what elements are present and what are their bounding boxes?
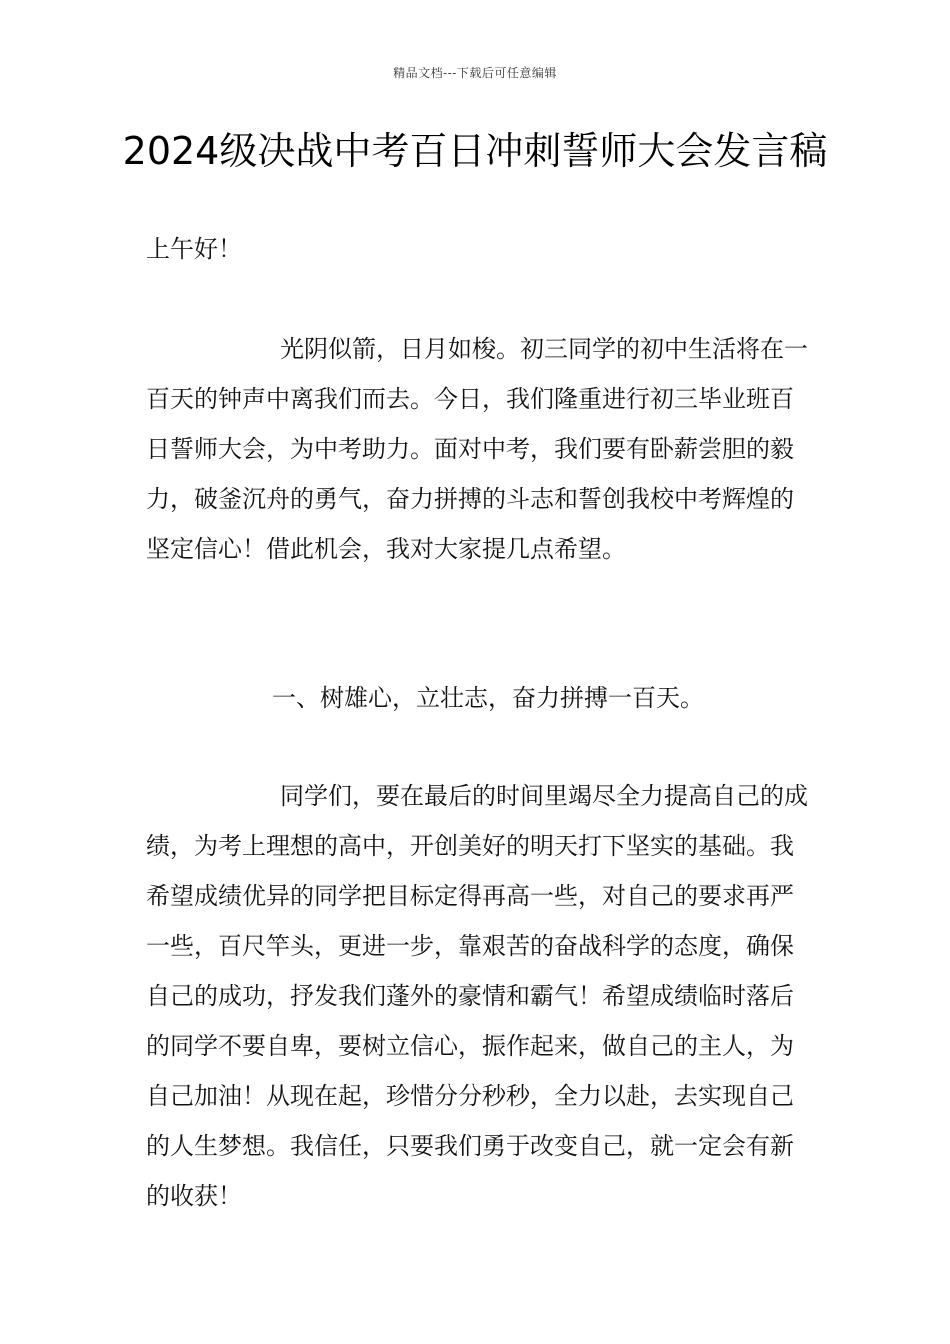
document-title: 2024级决战中考百日冲刺誓师大会发言稿	[122, 129, 828, 173]
paragraph-body: 同学们，要在最后的时间里竭尽全力提高自己的成绩，为考上理想的高中，开创美好的明天打下坚实的基础。我希望成绩优异的同学把目标定得再高一些，对自己的要求再严一些，百尺竿头，更进一步，靠艰苦的奋战科学的态度，确保自己的成功，抒发我们蓬外的豪情和霸气！希望成绩临时落后的同学不要自卑，要树立信心，振作起来，做自己的主人，为自己加油！从现在起，珍惜分分秒秒，全力以赴，去实现自己的人生梦想。我信任，只要我们勇于改变自己，就一定会有新的收获！	[146, 782, 808, 1210]
paragraph-intro: 光阴似箭，日月如梭。初三同学的初中生活将在一百天的钟声中离我们而去。今日，我们隆重进行初三毕业班百日誓师大会，为中考助力。面对中考，我们要有卧薪尝胆的毅力，破釜沉舟的勇气，奋力拼搏的斗志和誓创我校中考辉煌的坚定信心！借此机会，我对大家提几点希望。	[146, 335, 808, 563]
greeting: 上午好！	[146, 235, 242, 263]
page-header: 精品文档---下载后可任意编辑	[393, 66, 557, 80]
section-heading: 一、树雄心，立壮志，奋力拼搏一百天。	[272, 684, 704, 712]
